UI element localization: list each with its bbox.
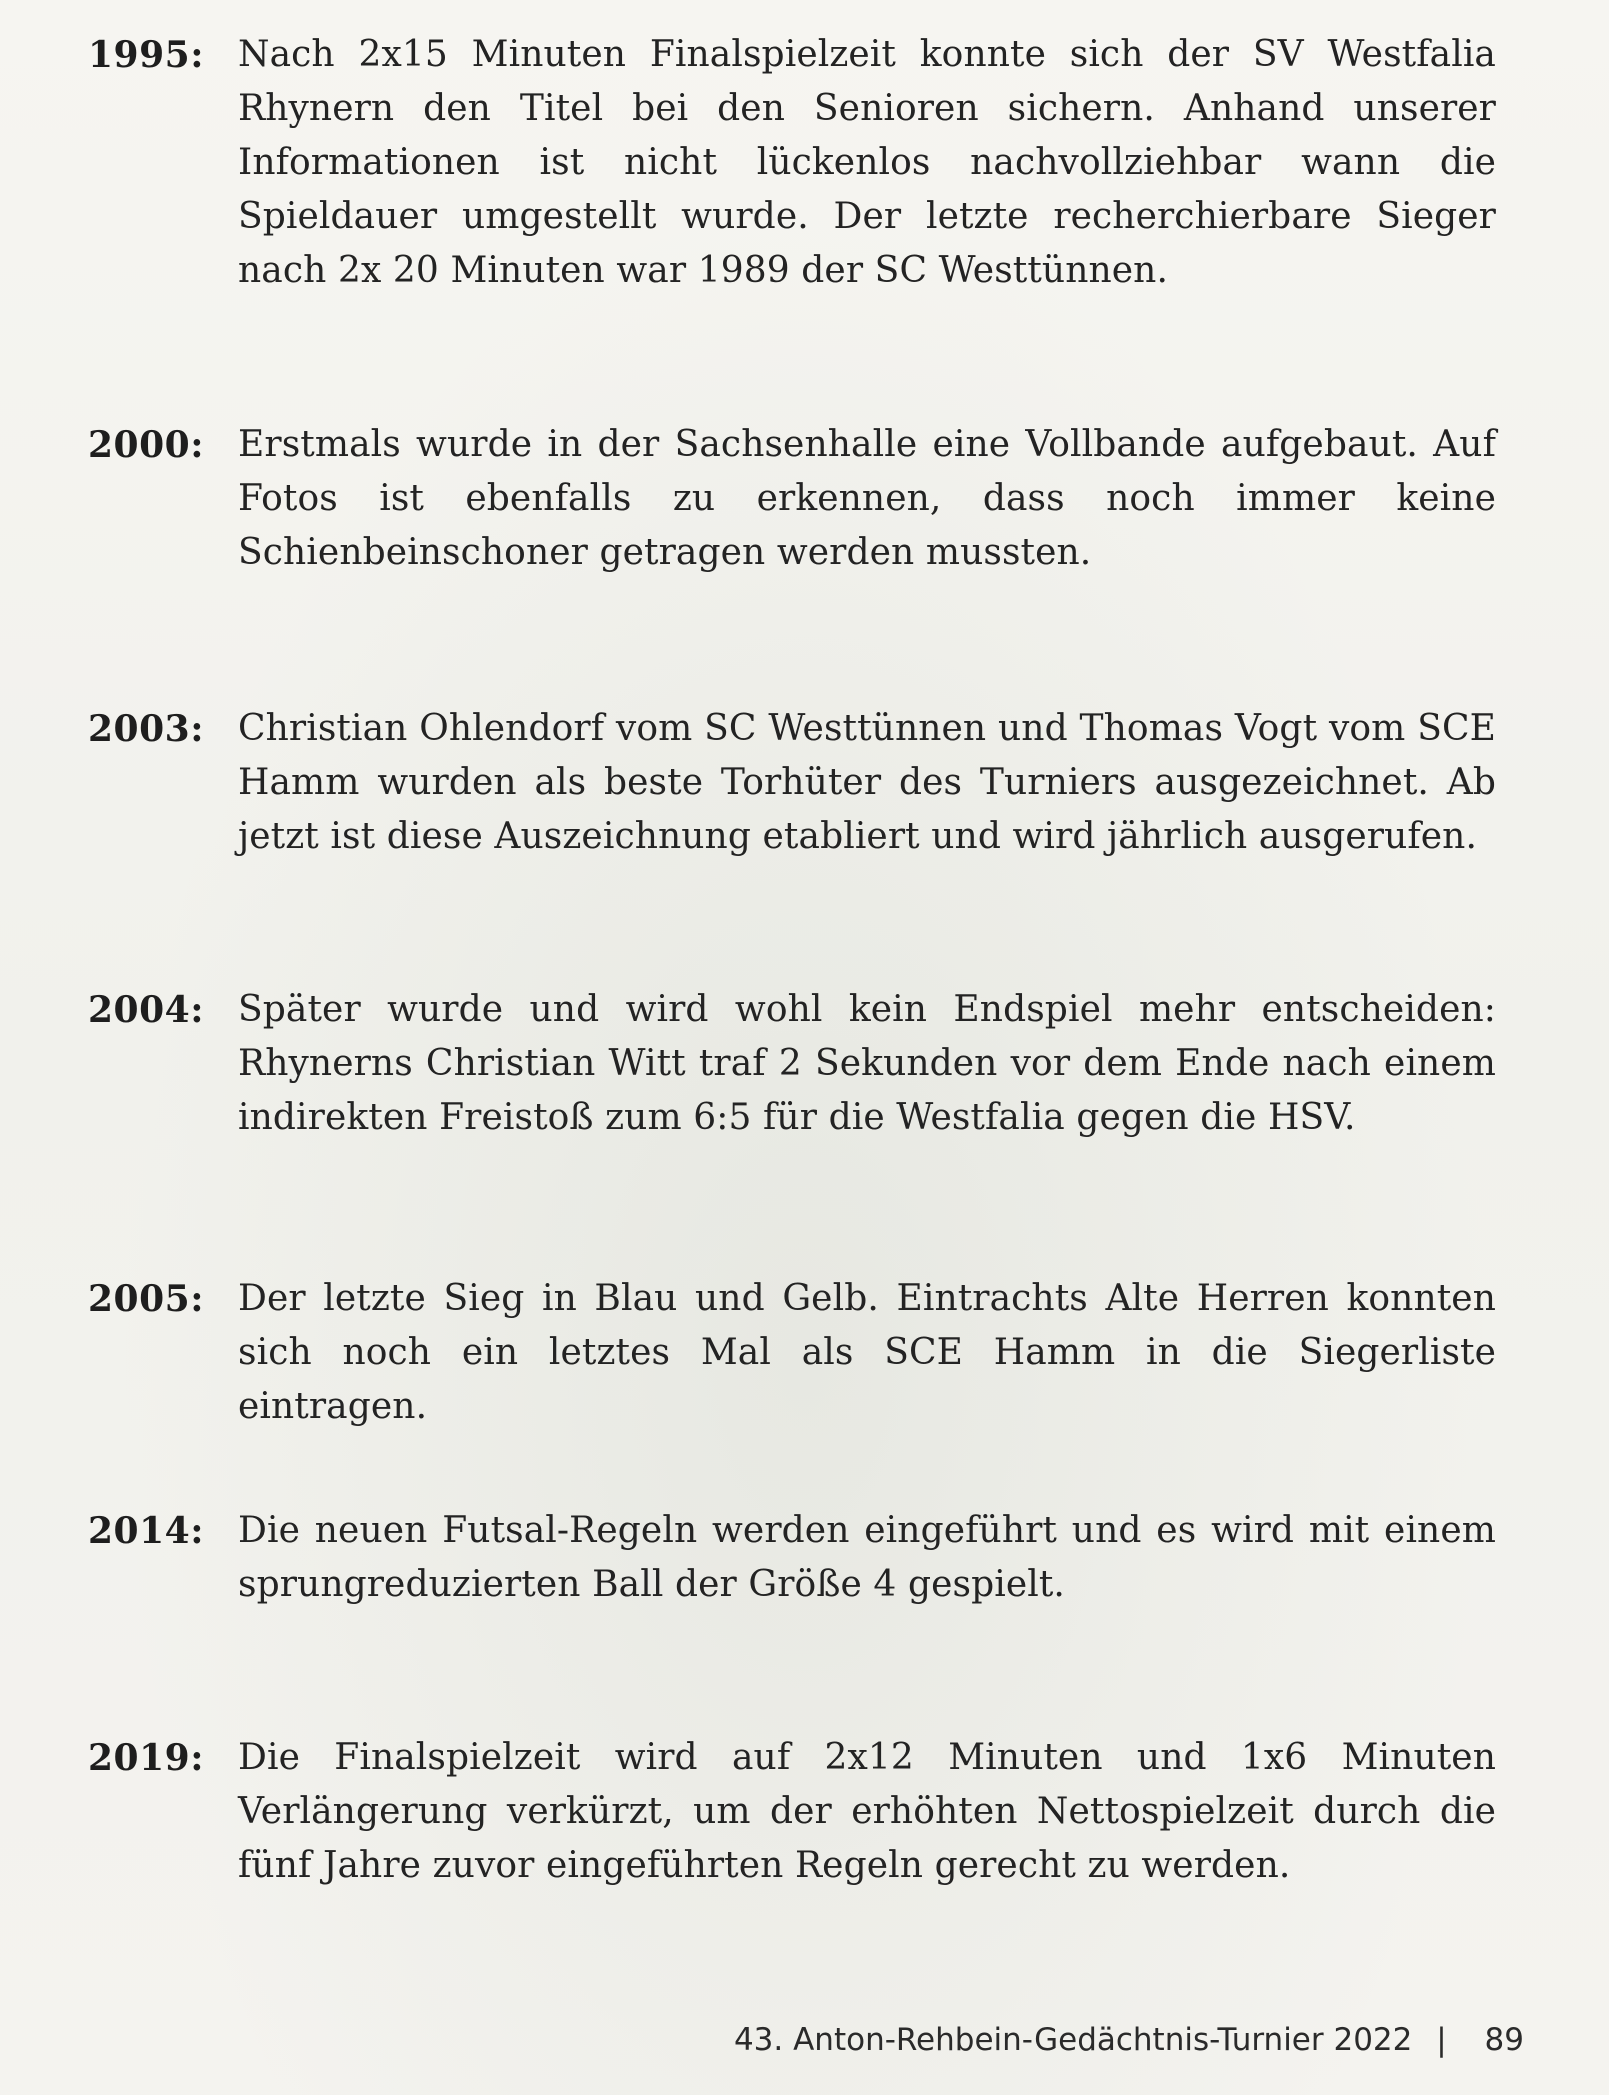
chronicle-entry-2014 bbox=[88, 1504, 1496, 1612]
page-number: 89 bbox=[1484, 2022, 1524, 2058]
entry-text: Der letzte Sieg in Blau und Gelb. Eintrachts Alte Herren konnten sich noch ein letztes Mal als SCE Hamm in die Siegerliste eintragen. bbox=[238, 1278, 1496, 1427]
publication-title: 43. Anton-Rehbein-Gedächtnis-Turnier 2022 bbox=[733, 2022, 1413, 2058]
entry-text: Die Finalspielzeit wird auf 2x12 Minuten und 1x6 Minuten Verlängerung verkürzt, um der erhöhten Nettospielzeit durch die fünf Jahre zuvor eingeführten Regeln gerecht zu werden. bbox=[238, 1737, 1496, 1886]
entry-year: 2019: bbox=[88, 1737, 204, 1779]
entry-year: 2004: bbox=[88, 989, 204, 1031]
chronicle-entry-2004 bbox=[88, 983, 1496, 1145]
entry-year: 1995: bbox=[88, 34, 204, 76]
entry-year: 2014: bbox=[88, 1510, 204, 1552]
entry-text: Erstmals wurde in der Sachsenhalle eine Vollbande aufgebaut. Auf Fotos ist ebenfalls zu erkennen, dass noch immer keine Schienbeinschoner getragen werden mussten. bbox=[238, 424, 1496, 573]
entry-text: Die neuen Futsal-Regeln werden eingeführt und es wird mit einem sprungreduzierten Ball der Größe 4 gespielt. bbox=[238, 1510, 1496, 1605]
chronicle-entry-2003 bbox=[88, 702, 1496, 864]
chronicle-entry-2019 bbox=[88, 1731, 1496, 1893]
entry-year: 2003: bbox=[88, 708, 204, 750]
chronicle-entry-2005 bbox=[88, 1272, 1496, 1434]
page-footer bbox=[734, 2022, 1524, 2058]
entry-year: 2005: bbox=[88, 1278, 204, 1320]
entry-text: Nach 2x15 Minuten Finalspielzeit konnte sich der SV Westfalia Rhynern den Titel bei den Senioren sichern. Anhand unserer Informationen ist nicht lückenlos nachvollziehbar wann die Spieldauer umgestellt wurde. Der letzte recherchierbare Sieger nach 2x 20 Minuten war 1989 der SC Westtünnen. bbox=[238, 34, 1496, 291]
entry-year: 2000: bbox=[88, 424, 204, 466]
entry-text: Später wurde und wird wohl kein Endspiel mehr entscheiden: Rhynerns Christian Witt traf 2 Sekunden vor dem Ende nach einem indirekten Freistoß zum 6:5 für die Westfalia gegen die HSV. bbox=[238, 989, 1496, 1138]
chronicle-entry-1995 bbox=[88, 28, 1496, 298]
footer-separator: | bbox=[1436, 2022, 1447, 2058]
entry-text: Christian Ohlendorf vom SC Westtünnen und Thomas Vogt vom SCE Hamm wurden als beste Torhüter des Turniers ausgezeichnet. Ab jetzt ist diese Auszeichnung etabliert und wird jährlich ausgerufen. bbox=[238, 708, 1496, 857]
chronicle-entry-2000 bbox=[88, 418, 1496, 580]
